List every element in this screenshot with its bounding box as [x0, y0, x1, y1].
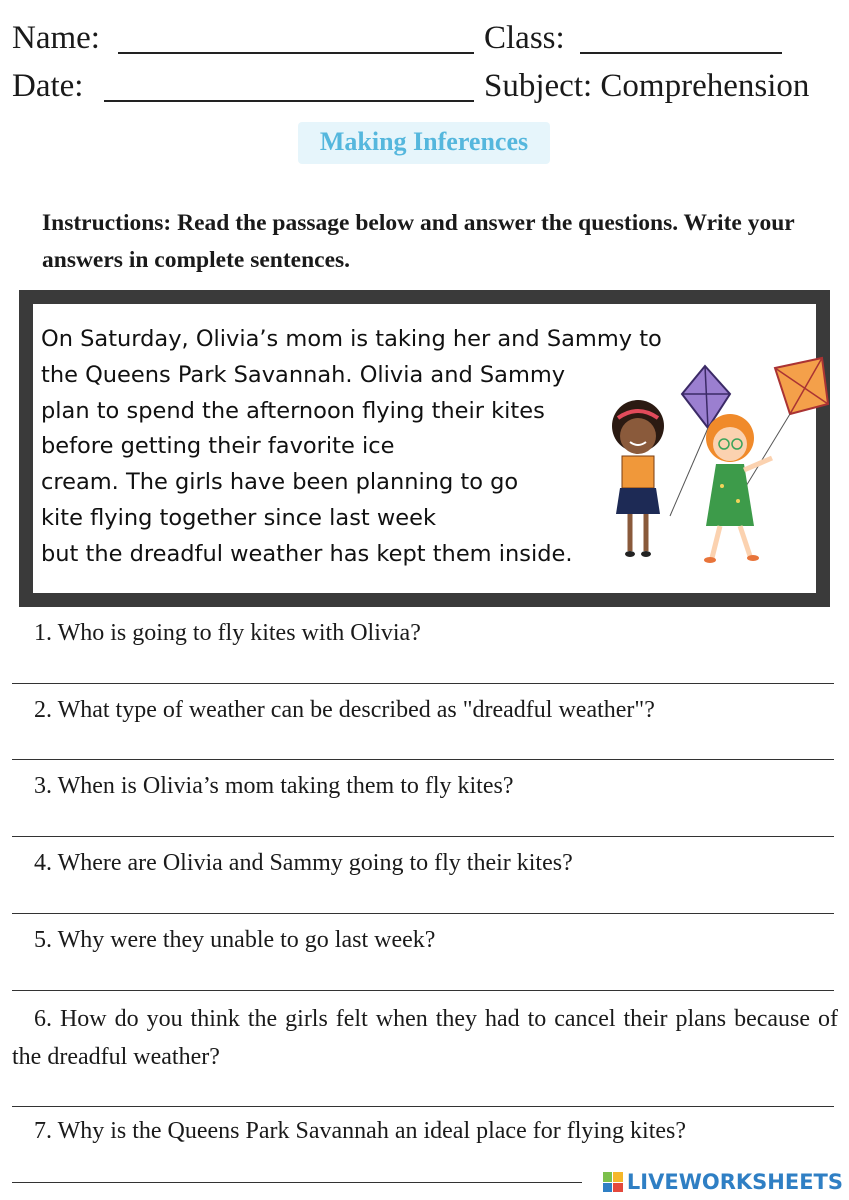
- answer-line-2[interactable]: [12, 759, 834, 760]
- date-field[interactable]: [104, 100, 474, 102]
- worksheet-title: Making Inferences: [298, 122, 550, 164]
- answer-line-4[interactable]: [12, 913, 834, 914]
- olivia-figure-icon: [612, 400, 664, 557]
- passage-line: plan to spend the afternoon flying their kites: [41, 397, 545, 424]
- passage-line: but the dreadful weather has kept them inside.: [41, 540, 573, 567]
- liveworksheets-logo-icon: [603, 1172, 623, 1192]
- answer-line-7[interactable]: [12, 1182, 582, 1183]
- sammy-figure-icon: [704, 414, 772, 563]
- passage-line: before getting their favorite ice: [41, 433, 395, 460]
- class-field[interactable]: [580, 52, 782, 54]
- passage-text: [41, 322, 662, 573]
- passage-line: the Queens Park Savannah. Olivia and Sammy: [41, 361, 566, 388]
- passage-line: kite flying together since last week: [41, 504, 437, 531]
- answer-line-1[interactable]: [12, 683, 834, 684]
- question-4: 4. Where are Olivia and Sammy going to fly their kites?: [34, 850, 573, 876]
- answer-line-5[interactable]: [12, 990, 834, 991]
- liveworksheets-watermark: [603, 1170, 843, 1194]
- instructions: Instructions: Read the passage below and answer the questions. Write your answers in complete sentences.: [42, 210, 795, 273]
- question-1: 1. Who is going to fly kites with Olivia?: [34, 620, 421, 646]
- passage-line: cream. The girls have been planning to go: [41, 469, 519, 496]
- name-label: Name:: [12, 20, 100, 56]
- name-field[interactable]: [118, 52, 474, 54]
- question-2: 2. What type of weather can be described as "dreadful weather"?: [34, 697, 655, 723]
- date-label: Date:: [12, 68, 84, 104]
- answer-line-6[interactable]: [12, 1106, 834, 1107]
- class-label: Class:: [484, 20, 565, 56]
- watermark-text: LIVEWORKSHEETS: [626, 1170, 843, 1194]
- question-3: 3. When is Olivia’s mom taking them to fly kites?: [34, 773, 514, 799]
- orange-kite-icon: [740, 358, 828, 496]
- answer-line-3[interactable]: [12, 836, 834, 837]
- question-5: 5. Why were they unable to go last week?: [34, 927, 436, 953]
- girls-with-kites-illustration: [590, 346, 830, 576]
- subject-label: Subject: Comprehension: [484, 68, 810, 104]
- question-7: 7. Why is the Queens Park Savannah an ideal place for flying kites?: [34, 1118, 687, 1144]
- question-6: 6. How do you think the girls felt when they had to cancel their plans because of the dreadful weather?: [12, 1006, 838, 1070]
- passage-line: On Saturday, Olivia’s mom is taking her and Sammy to: [41, 326, 662, 352]
